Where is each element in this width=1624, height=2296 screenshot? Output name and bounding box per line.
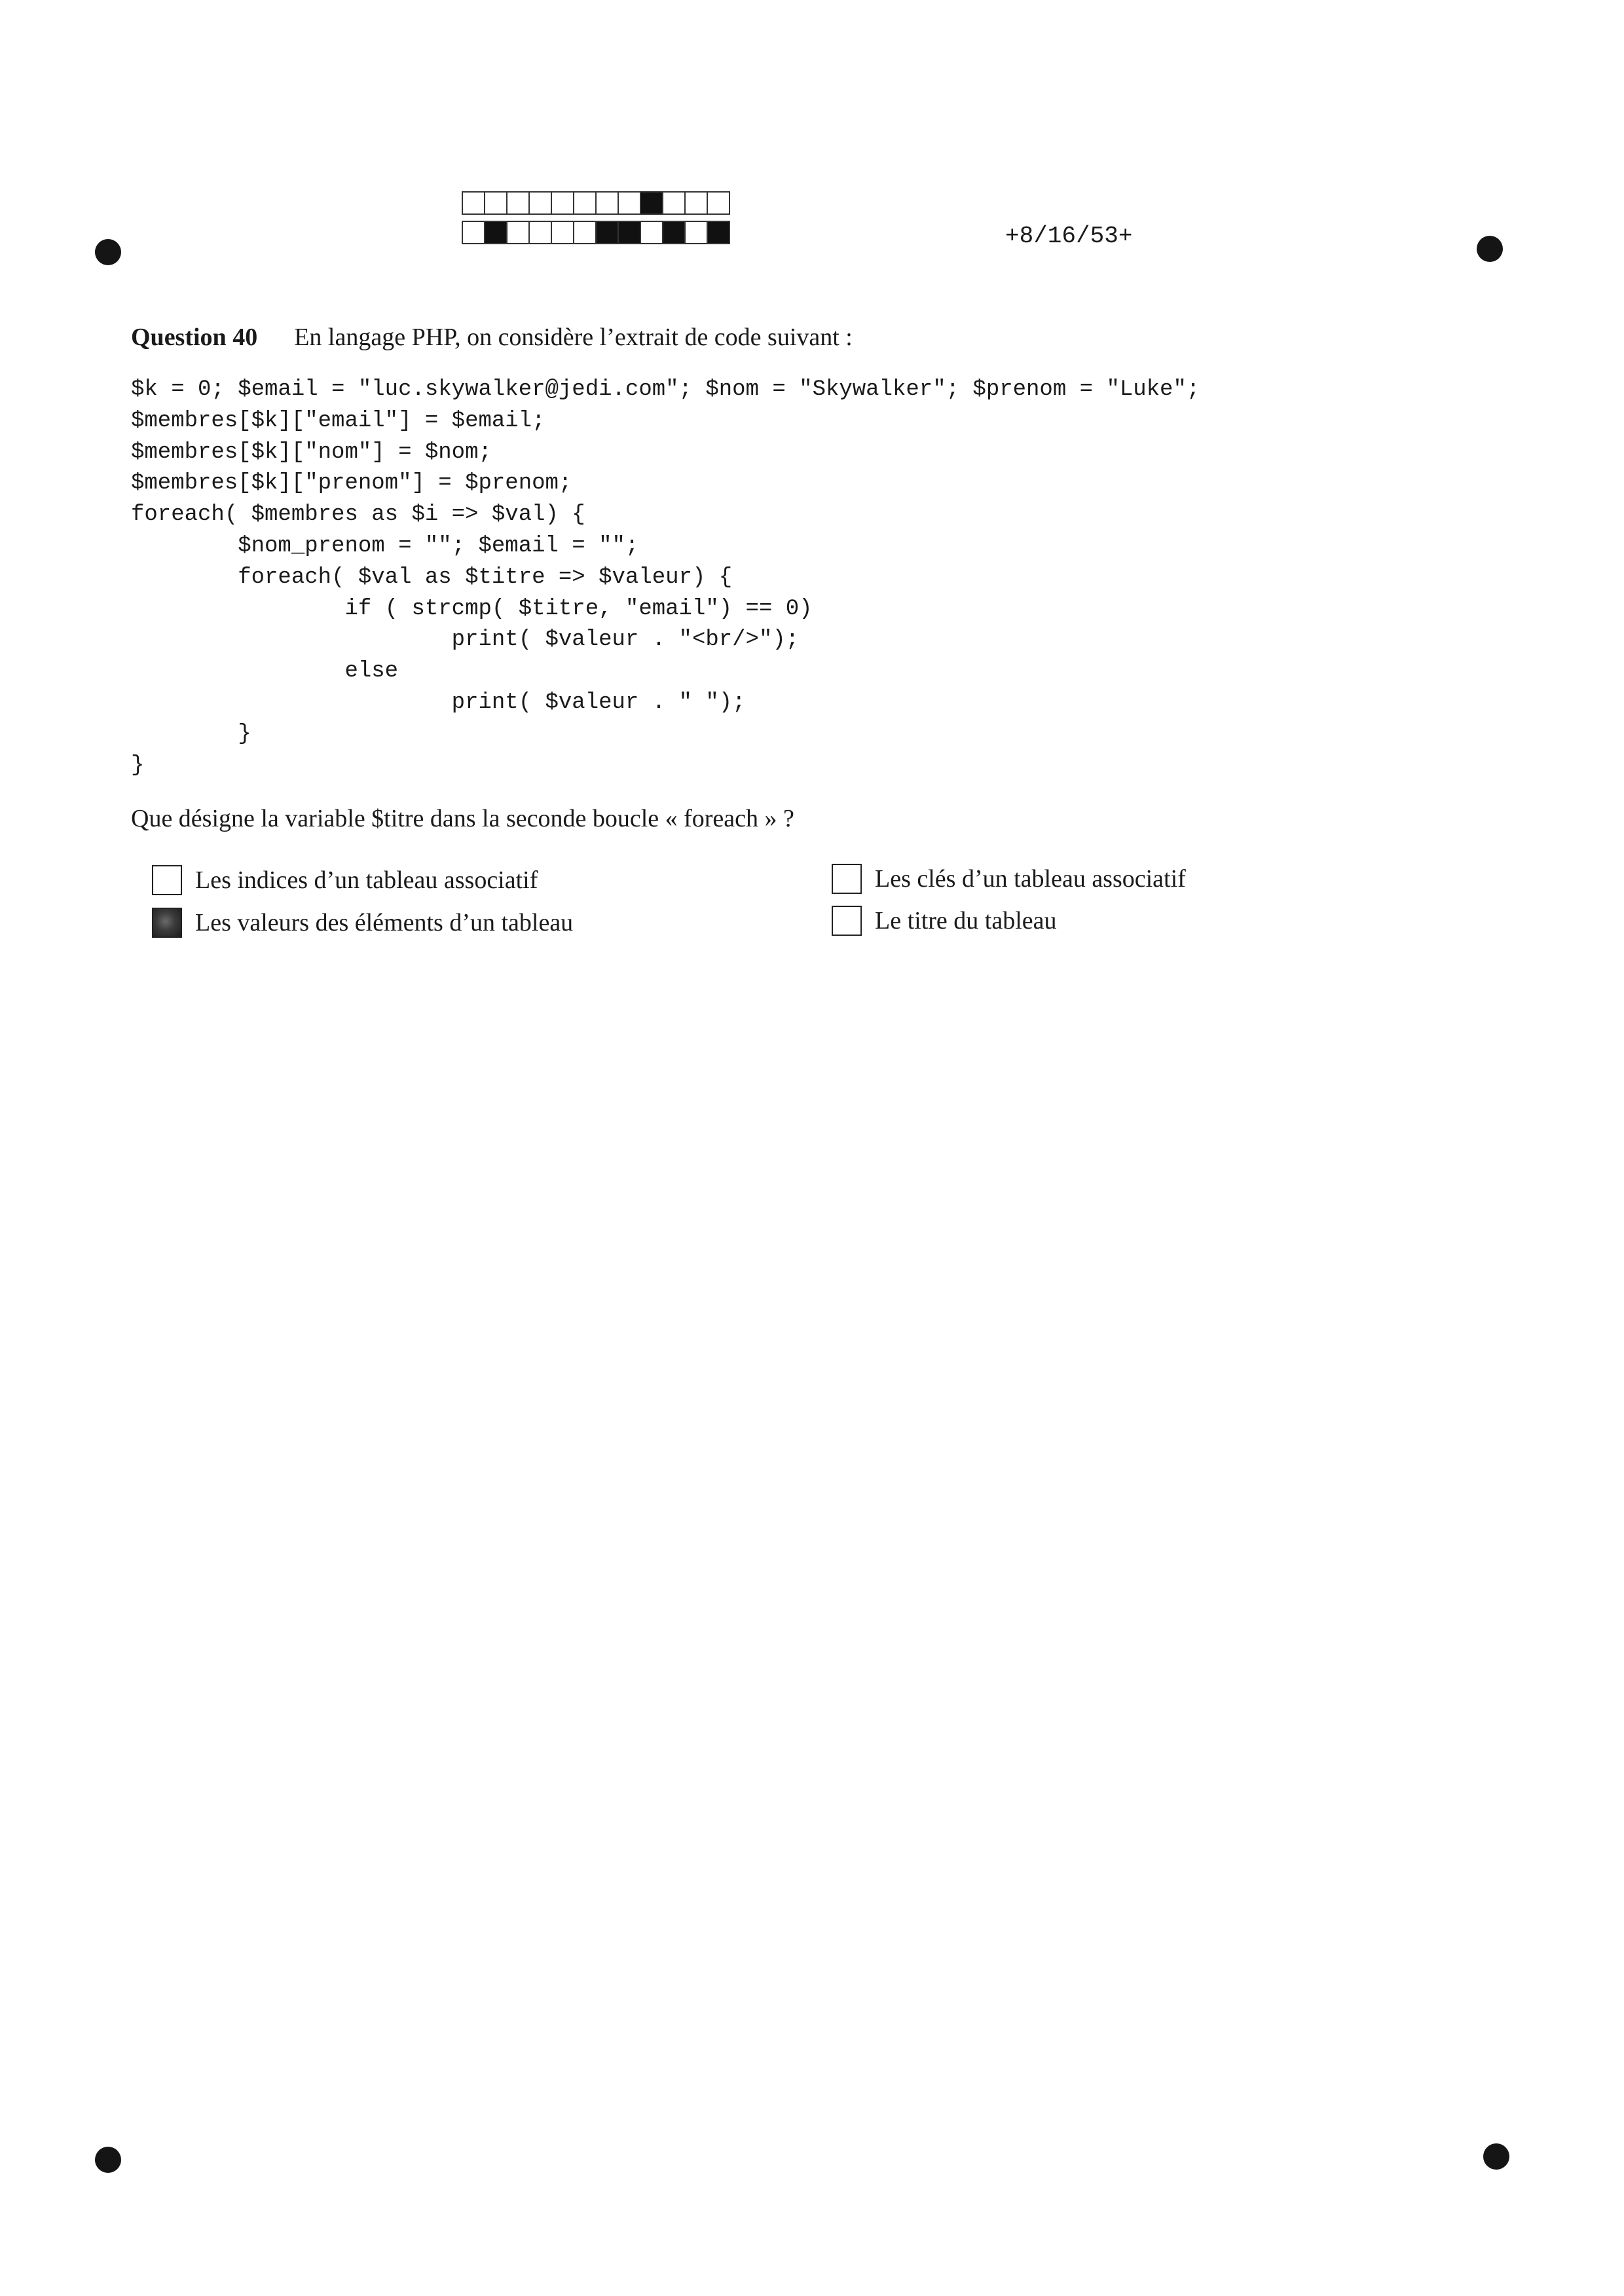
barcode-cell-filled	[662, 221, 686, 244]
registration-mark-top-left	[95, 239, 121, 265]
choice-3[interactable]	[832, 864, 1186, 894]
barcode-cell-empty	[528, 221, 552, 244]
barcode-cell-filled	[640, 191, 663, 215]
barcode-cell-empty	[506, 221, 530, 244]
question-prompt: Que désigne la variable $titre dans la seconde boucle « foreach » ?	[131, 805, 794, 832]
registration-mark-top-right	[1477, 236, 1503, 262]
question-header	[131, 323, 853, 352]
checkbox[interactable]	[152, 908, 182, 938]
barcode-cell-filled	[484, 221, 507, 244]
barcode-cell-empty	[595, 191, 619, 215]
barcode-cell-empty	[684, 191, 708, 215]
barcode-cell-empty	[684, 221, 708, 244]
barcode-cell-empty	[573, 221, 597, 244]
choice-1[interactable]	[152, 865, 538, 895]
barcode-cell-filled	[618, 221, 641, 244]
question-intro: En langage PHP, on considère l’extrait de code suivant :	[294, 324, 853, 351]
question-label: Question 40	[131, 324, 258, 351]
checkbox[interactable]	[152, 865, 182, 895]
barcode-cell-empty	[707, 191, 730, 215]
php-code-block: $k = 0; $email = "luc.skywalker@jedi.com"; $nom = "Skywalker"; $prenom = "Luke"; $membres[$k]["email"] = $email; $membres[$k]["nom"] = $nom; $membres[$k]["prenom"] = $prenom; foreach( $membres as $i => $val) { $nom_prenom = ""; $email = ""; foreach( $val as $titre => $valeur) { if ( strcmp( $titre, "email") == 0) print( $valeur . "<br/>"); else print( $valeur . " "); } }	[131, 377, 1200, 778]
barcode-cell-empty	[618, 191, 641, 215]
barcode-cell-empty	[662, 191, 686, 215]
barcode-cell-filled	[707, 221, 730, 244]
registration-mark-bottom-right	[1483, 2143, 1509, 2170]
barcode-cell-empty	[640, 221, 663, 244]
checkbox[interactable]	[832, 864, 862, 894]
barcode-row-2	[462, 221, 729, 246]
choice-2[interactable]	[152, 908, 573, 938]
page-id: +8/16/53+	[1005, 223, 1133, 250]
choice-label: Le titre du tableau	[875, 907, 1057, 935]
choice-label: Les indices d’un tableau associatif	[195, 866, 538, 894]
barcode-cell-empty	[484, 191, 507, 215]
registration-mark-bottom-left	[95, 2147, 121, 2173]
barcode-cell-empty	[528, 191, 552, 215]
barcode-cell-empty	[573, 191, 597, 215]
barcode-cell-empty	[462, 221, 485, 244]
choice-label: Les clés d’un tableau associatif	[875, 865, 1186, 893]
barcode-cell-empty	[551, 221, 574, 244]
barcode-cell-empty	[506, 191, 530, 215]
choice-label: Les valeurs des éléments d’un tableau	[195, 909, 574, 936]
barcode-row-1	[462, 191, 729, 216]
barcode-cell-empty	[551, 191, 574, 215]
barcode-cell-empty	[462, 191, 485, 215]
barcode-cell-filled	[595, 221, 619, 244]
choice-4[interactable]	[832, 906, 1057, 936]
checkbox[interactable]	[832, 906, 862, 936]
